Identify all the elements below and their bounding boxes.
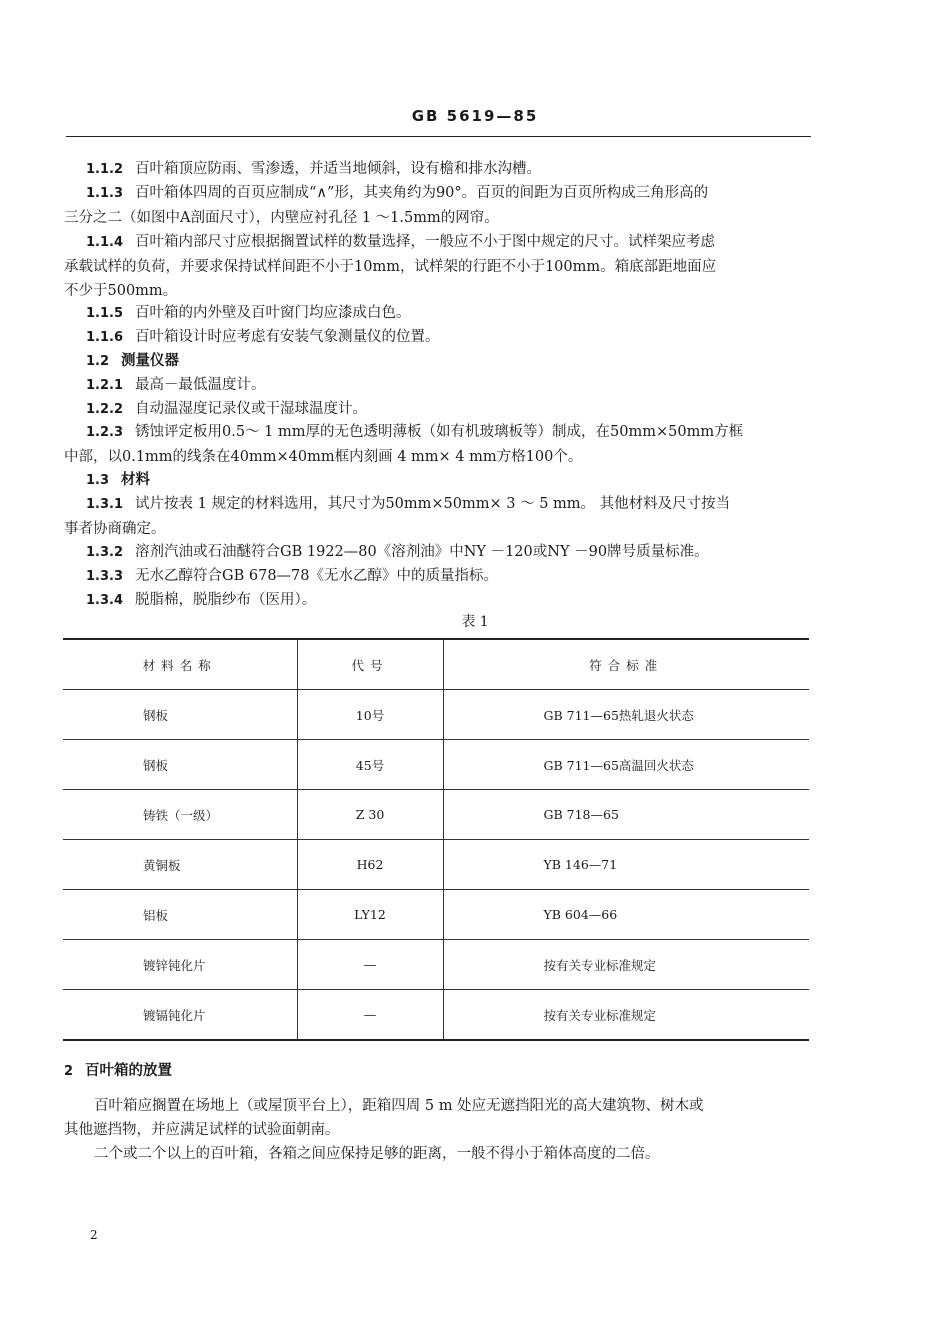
paragraph-line: 其他遮挡物，并应满足试样的试验面朝南。 [64, 1122, 340, 1138]
clause-text-line: 中部，以0.1mm的线条在40mm×40mm框内刻画 4 mm× 4 mm方格100个。 [64, 449, 583, 465]
cell-standard: 按有关专业标准规定 [443, 940, 809, 990]
table-row [63, 990, 809, 1041]
clause-1-1-4 [64, 230, 812, 303]
cell-standard: GB 711—65高温回火状态 [443, 740, 809, 790]
clause-1-1-6 [64, 325, 812, 350]
cell-standard: GB 718—65 [443, 790, 809, 840]
clause-number: 1.1.4 [86, 235, 124, 250]
cell-standard: 按有关专业标准规定 [443, 990, 809, 1041]
clause-text: 最高－最低温度计。 [135, 377, 266, 393]
clause-1-3-2 [64, 540, 812, 565]
cell-code: H62 [297, 840, 443, 890]
table-row [63, 940, 809, 990]
section-title: 百叶箱的放置 [85, 1063, 173, 1079]
clause-number: 1.2.1 [86, 378, 124, 393]
cell-standard: YB 146—71 [443, 840, 809, 890]
cell-material: 铝板 [63, 890, 297, 940]
cell-material: 镀镉钝化片 [63, 990, 297, 1041]
clause-1-3-1 [64, 492, 812, 541]
clause-number: 1.2.2 [86, 402, 124, 417]
clause-1-2-3 [64, 420, 812, 469]
table-row [63, 840, 809, 890]
clause-number: 1.3.3 [86, 569, 124, 584]
header-rule [66, 136, 811, 137]
cell-material: 钢板 [63, 740, 297, 790]
section-2-heading [64, 1059, 812, 1084]
column-header-material: 材料名称 [63, 639, 297, 690]
section-number: 1.3 [86, 473, 110, 488]
clause-number: 1.3.2 [86, 545, 124, 560]
cell-standard: GB 711—65热轧退火状态 [443, 690, 809, 740]
table-row [63, 690, 809, 740]
column-header-standard: 符合标准 [443, 639, 809, 690]
table-row [63, 740, 809, 790]
clause-number: 1.1.5 [86, 306, 124, 321]
clause-1-1-2 [64, 157, 812, 182]
clause-text-line: 百叶箱体四周的百页应制成“∧”形，其夹角约为90°。百页的间距为百页所构成三角形高的 [135, 185, 709, 201]
clause-number: 1.2.3 [86, 425, 124, 440]
cell-material: 黄铜板 [63, 840, 297, 890]
table-row [63, 890, 809, 940]
table-caption: 表 1 [461, 614, 489, 630]
clause-number: 1.1.2 [86, 162, 124, 177]
clause-number: 1.1.6 [86, 330, 124, 345]
page-number: 2 [90, 1228, 98, 1242]
clause-number: 1.1.3 [86, 186, 124, 201]
clause-text-line: 不少于500mm。 [64, 283, 178, 299]
section-number: 2 [64, 1064, 74, 1079]
cell-code: 10号 [297, 690, 443, 740]
section-number: 1.2 [86, 354, 110, 369]
cell-material: 铸铁（一级） [63, 790, 297, 840]
clause-text: 脱脂棉，脱脂纱布（医用）。 [135, 592, 317, 608]
cell-material: 钢板 [63, 690, 297, 740]
section-2-paragraph-2 [64, 1142, 812, 1166]
clause-number: 1.3.4 [86, 593, 124, 608]
section-title: 测量仪器 [121, 353, 180, 369]
clause-text-line: 试片按表 1 规定的材料选用，其尺寸为50mm×50mm× 3 ～ 5 mm。 其他材料及尺寸按当 [135, 496, 731, 512]
clause-text-line: 承载试样的负荷，并要求保持试样间距不小于10mm，试样架的行距不小于100mm。箱底部距地面应 [64, 259, 717, 275]
table-row [63, 790, 809, 840]
clause-1-1-3 [64, 181, 812, 230]
clause-text-line: 百叶箱内部尺寸应根据搁置试样的数量选择，一般应不小于图中规定的尺寸。试样架应考虑 [135, 234, 716, 250]
paragraph-line: 百叶箱应搁置在场地上（或屋顶平台上），距箱四周 5 m 处应无遮挡阳光的高大建筑物、树木或 [94, 1098, 704, 1114]
clause-text: 百叶箱顶应防雨、雪渗透，并适当地倾斜，设有檐和排水沟槽。 [135, 161, 542, 177]
table-header-row [63, 639, 809, 690]
section-title: 材料 [121, 472, 151, 488]
clause-text: 溶剂汽油或石油醚符合GB 1922—80《溶剂油》中NY －120或NY －90牌号质量标准。 [135, 544, 709, 560]
cell-code: — [297, 990, 443, 1041]
section-2-paragraph-1 [64, 1094, 812, 1142]
clause-text: 百叶箱的内外壁及百叶窗门均应漆成白色。 [135, 305, 411, 321]
materials-table [63, 638, 809, 1041]
column-header-code: 代号 [297, 639, 443, 690]
cell-code: 45号 [297, 740, 443, 790]
section-1-2-heading [64, 349, 812, 374]
clause-1-2-2 [64, 397, 812, 422]
cell-standard: YB 604—66 [443, 890, 809, 940]
document-header: GB 5619—85 [411, 107, 539, 125]
clause-text-line: 事者协商确定。 [64, 521, 166, 537]
clause-1-3-4 [64, 588, 812, 613]
cell-code: — [297, 940, 443, 990]
clause-text-line: 锈蚀评定板用0.5～ 1 mm厚的无色透明薄板（如有机玻璃板等）制成，在50mm×50mm方框 [135, 424, 744, 440]
cell-material: 镀锌钝化片 [63, 940, 297, 990]
cell-code: Z 30 [297, 790, 443, 840]
clause-text: 无水乙醇符合GB 678—78《无水乙醇》中的质量指标。 [135, 568, 498, 584]
paragraph-line: 二个或二个以上的百叶箱，各箱之间应保持足够的距离，一般不得小于箱体高度的二倍。 [94, 1146, 660, 1162]
section-1-3-heading [64, 468, 812, 493]
clause-text: 百叶箱设计时应考虑有安装气象测量仪的位置。 [135, 329, 440, 345]
clause-1-1-5 [64, 301, 812, 326]
cell-code: LY12 [297, 890, 443, 940]
clause-1-2-1 [64, 373, 812, 398]
clause-1-3-3 [64, 564, 812, 589]
clause-text-line: 三分之二（如图中A剖面尺寸），内壁应衬孔径 1 ～1.5mm的网帘。 [64, 210, 499, 226]
clause-number: 1.3.1 [86, 497, 124, 512]
clause-text: 自动温湿度记录仪或干湿球温度计。 [135, 401, 368, 417]
